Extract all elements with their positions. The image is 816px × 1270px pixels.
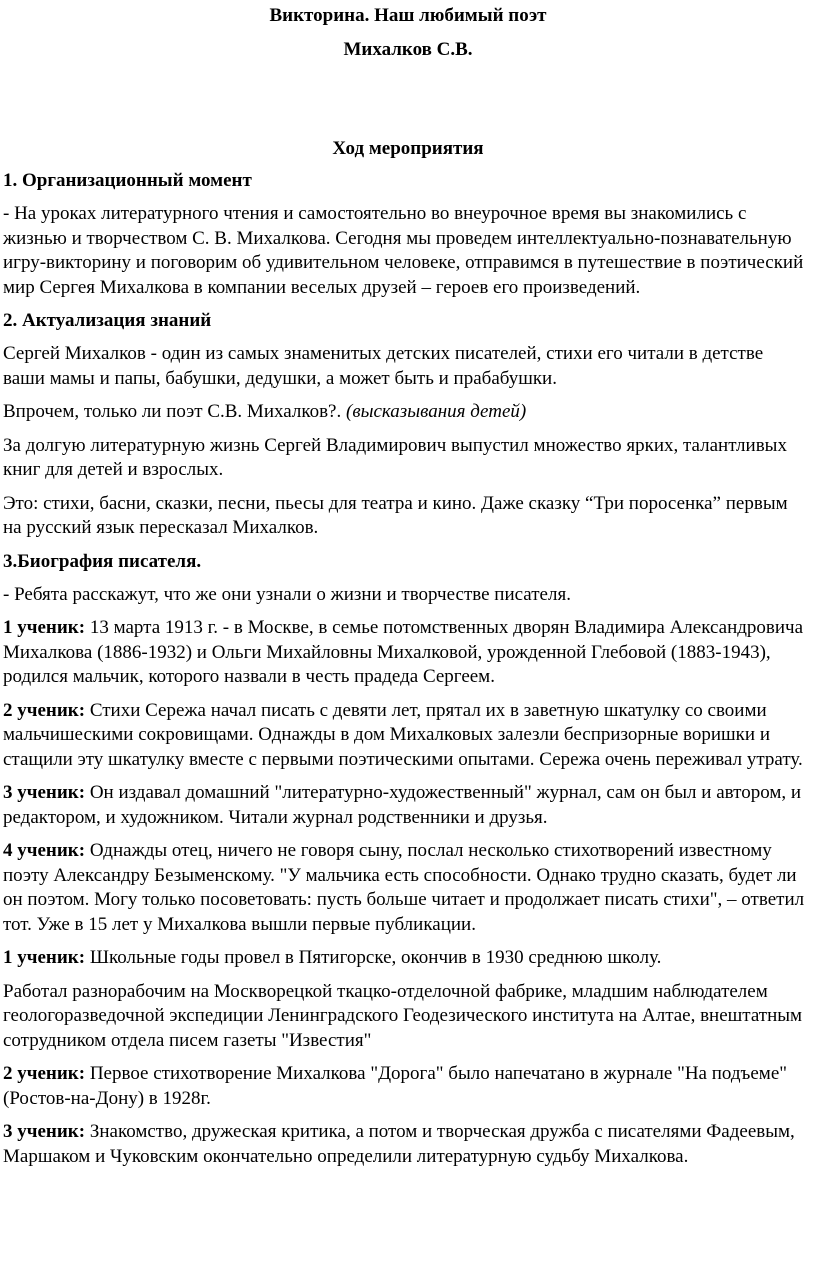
- paragraph: Работал разнорабочим на Москворецкой ткацко-отделочной фабрике, младшим наблюдателем геологоразведочной экспедиции Ленинградского Геодезического института на Алтае, внештатным сотрудником отдела писем газеты "Известия": [3, 980, 803, 1051]
- speaker-label: 3 ученик:: [3, 782, 86, 803]
- document-subtitle: Ход мероприятия: [332, 138, 484, 159]
- paragraph: Это: стихи, басни, сказки, песни, пьесы для театра и кино. Даже сказку “Три поросенка” первым на русский язык пересказал Михалков.: [3, 492, 788, 538]
- student-paragraph: [3, 1062, 809, 1111]
- student-paragraph: [3, 839, 809, 937]
- section-heading-1: 1. Организационный момент: [3, 170, 252, 191]
- speaker-text: 13 марта 1913 г. - в Москве, в семье потомственных дворян Владимира Александровича Михалкова (1886-1932) и Ольги Михайловны Михалковой, урожденной Глебовой (1883-1943), родился мальчик, которого назвали в честь прадеда Сергеем.: [3, 617, 804, 687]
- speaker-text: Знакомство, дружеская критика, а потом и творческая дружба с писателями Фадеевым, Маршаком и Чуковским окончательно определили литературную судьбу Михалкова.: [3, 1121, 795, 1167]
- speaker-label: 3 ученик:: [3, 1121, 86, 1142]
- paragraph: - На уроках литературного чтения и самостоятельно во внеурочное время вы знакомились с жизнью и творчеством С. В. Михалкова. Сегодня мы проведем интеллектуально-познавательную игру-викторину и поговорим об удивительном человеке, отправимся в путешествие в поэтический мир Сергея Михалкова в компании веселых друзей – героев его произведений.: [3, 203, 804, 298]
- speaker-label: 2 ученик:: [3, 1063, 86, 1084]
- student-paragraph: [3, 1120, 809, 1169]
- document-title: Викторина. Наш любимый поэт: [269, 5, 547, 26]
- document-body: [3, 169, 809, 1178]
- paragraph: [3, 400, 809, 425]
- student-paragraph: [3, 946, 809, 971]
- paragraph: Сергей Михалков - один из самых знаменитых детских писателей, стихи его читали в детстве ваши мамы и папы, бабушки, дедушки, а может быть и прабабушки.: [3, 343, 764, 389]
- section-heading-2: 2. Актуализация знаний: [3, 310, 212, 331]
- student-paragraph: [3, 616, 809, 690]
- speaker-text: Однажды отец, ничего не говоря сыну, послал несколько стихотворений известному поэту Александру Безыменскому. "У мальчика есть способности. Однако трудно сказать, будет ли он поэтом. Могу только посоветовать: пусть больше читает и продолжает писать стихи", – ответил тот. Уже в 15 лет у Михалкова вышли первые публикации.: [3, 840, 805, 935]
- student-paragraph: [3, 781, 809, 830]
- paragraph-text: Впрочем, только ли поэт С.В. Михалков?.: [3, 401, 346, 422]
- speaker-label: 2 ученик:: [3, 699, 86, 721]
- speaker-label: 4 ученик:: [3, 840, 86, 861]
- document-title-author: Михалков С.В.: [343, 39, 473, 60]
- speaker-text: Стихи Сережа начал писать с девяти лет, прятал их в заветную шкатулку со своими мальчишескими сокровищами. Однажды в дом Михалковых залезли беспризорные воришки и стащили эту шкатулку вместе с первыми поэтическими опытами. Сережа очень переживал утрату.: [3, 699, 803, 770]
- paragraph: - Ребята расскажут, что же они узнали о жизни и творчестве писателя.: [3, 583, 571, 605]
- speaker-label: 1 ученик:: [3, 947, 86, 968]
- student-paragraph: [3, 699, 809, 773]
- speaker-text: Первое стихотворение Михалкова "Дорога" было напечатано в журнале "На подъеме" (Ростов-на-Дону) в 1928г.: [3, 1063, 788, 1109]
- italic-note: (высказывания детей): [346, 401, 527, 422]
- paragraph: За долгую литературную жизнь Сергей Владимирович выпустил множество ярких, талантливых книг для детей и взрослых.: [3, 434, 787, 480]
- section-heading-3: 3.Биография писателя.: [3, 550, 202, 572]
- speaker-label: 1 ученик:: [3, 617, 86, 638]
- speaker-text: Школьные годы провел в Пятигорске, окончив в 1930 среднюю школу.: [85, 947, 662, 968]
- speaker-text: Он издавал домашний "литературно-художественный" журнал, сам он был и автором, и редактором, и художником. Читали журнал родственники и друзья.: [3, 782, 802, 828]
